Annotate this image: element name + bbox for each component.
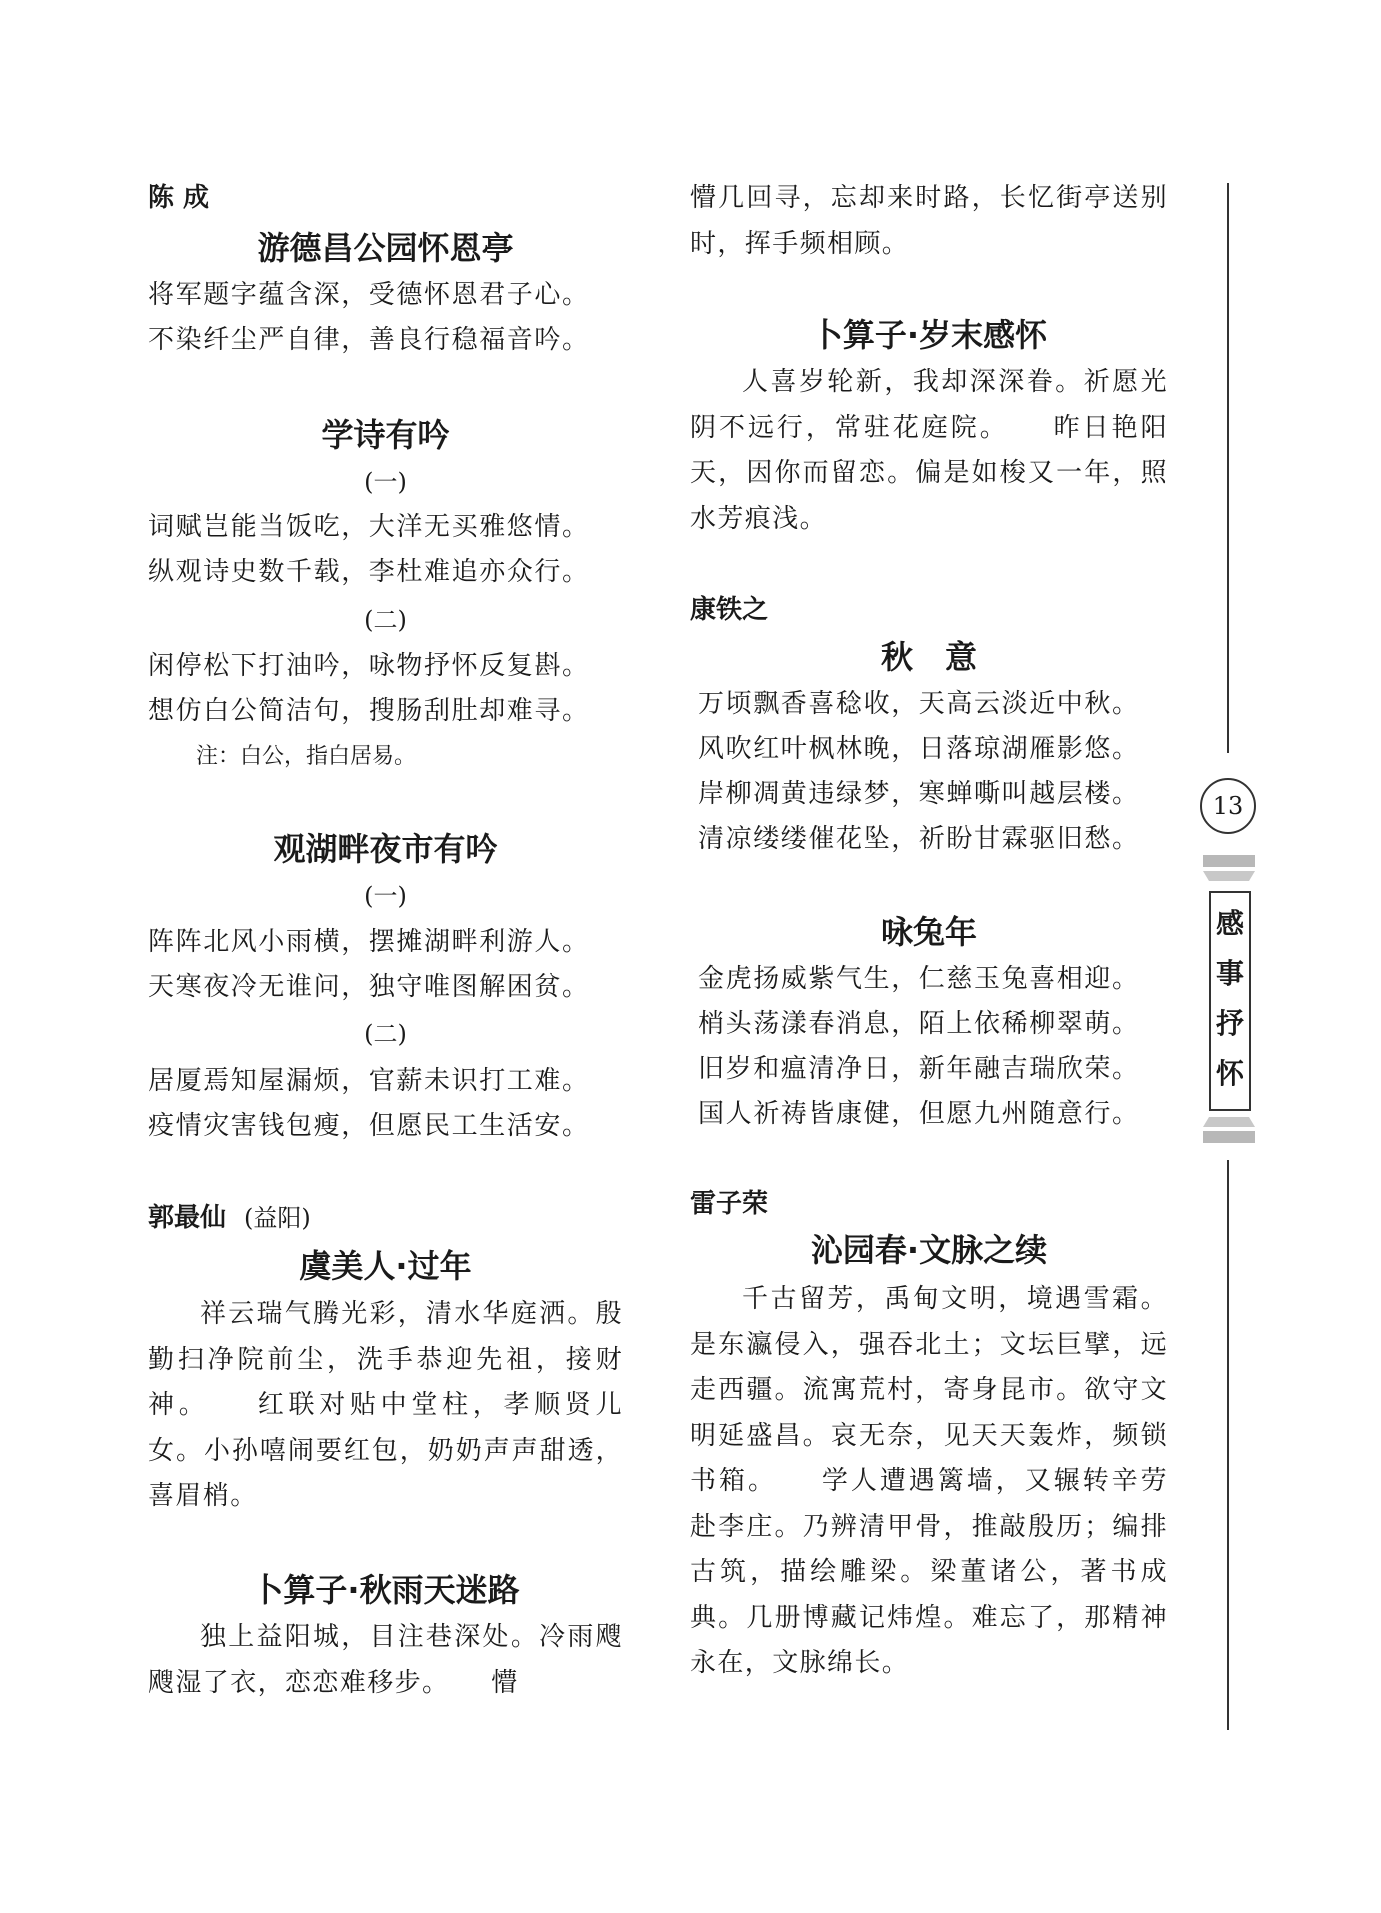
ci-body: 独上益阳城，目注巷深处。冷雨飕飕湿了衣，恋恋难移步。 懵 <box>148 1622 623 1698</box>
page-number: 13 <box>1200 778 1256 834</box>
part-number: (二) <box>364 1020 407 1048</box>
poem-title: 卜算子·岁末感怀 <box>810 316 1048 354</box>
poem-body <box>690 957 1176 1137</box>
tab-frame <box>1209 891 1251 1111</box>
verse-line: 疫情灾害钱包瘦，但愿民工生活安。 <box>148 1111 590 1141</box>
poem-title: 观湖畔夜市有吟 <box>273 830 498 868</box>
margin-rule-top <box>1227 183 1229 753</box>
verse-line: 阵阵北风小雨横，摆摊湖畔利游人。 <box>148 927 590 957</box>
verse-line: 梢头荡漾春消息，陌上依稀柳翠萌。 <box>698 1009 1140 1039</box>
author-name: 郭最仙 <box>148 1203 227 1233</box>
section-tab-char: 抒 <box>1215 1007 1244 1040</box>
part-number: (一) <box>364 882 407 910</box>
poem-body <box>148 920 623 1010</box>
ci-continuation: 懵几回寻，忘却来时路，长忆街亭送别时，挥手频相顾。 <box>690 183 1168 259</box>
verse-line: 闲停松下打油吟，咏物抒怀反复斟。 <box>148 651 590 681</box>
verse-line: 风吹红叶枫林晚，日落琼湖雁影悠。 <box>698 734 1140 764</box>
poem-body <box>148 505 623 595</box>
section-tab-char: 感 <box>1215 907 1244 940</box>
poem-body <box>148 644 623 734</box>
verse-line: 居厦焉知屋漏烦，官薪未识打工难。 <box>148 1066 590 1096</box>
section-tab-char: 事 <box>1215 957 1244 990</box>
verse-line: 万顷飘香喜稔收，天高云淡近中秋。 <box>698 689 1140 719</box>
author-origin: (益阳) <box>244 1204 311 1232</box>
poem-title: 沁园春·文脉之续 <box>810 1231 1048 1269</box>
author-chen-cheng: 陈 成 <box>148 183 210 213</box>
author-lei-zirong: 雷子荣 <box>690 1189 769 1219</box>
poem-body <box>690 682 1176 862</box>
section-tab <box>1203 855 1255 1143</box>
margin-rule-bottom <box>1227 1160 1229 1730</box>
part-number: (一) <box>364 468 407 496</box>
verse-line: 岸柳凋黄违绿梦，寒蝉嘶叫越层楼。 <box>698 779 1140 809</box>
poem-title: 卜算子·秋雨天迷路 <box>251 1571 520 1609</box>
section-tab-char: 怀 <box>1215 1057 1244 1090</box>
poem-title: 游德昌公园怀恩亭 <box>257 229 514 267</box>
author-guo-zuixian <box>148 1201 623 1235</box>
verse-line: 词赋岂能当饭吃，大洋无买雅悠情。 <box>148 512 590 542</box>
chevron-ornament-icon <box>1203 871 1255 881</box>
author-kang-tiezhi: 康铁之 <box>690 595 769 625</box>
verse-line: 不染纤尘严自律，善良行稳福音吟。 <box>148 325 590 355</box>
poem-body <box>148 1059 623 1149</box>
footnote: 注：白公，指白居易。 <box>196 744 417 769</box>
verse-line: 将军题字蕴含深，受德怀恩君子心。 <box>148 280 590 310</box>
tab-band-top <box>1203 855 1255 867</box>
ci-body: 人喜岁轮新，我却深深眷。祈愿光阴不远行，常驻花庭院。 昨日艳阳天，因你而留恋。偏是如梭又一年，照水芳痕浅。 <box>690 367 1168 534</box>
poem-title: 学诗有吟 <box>321 416 450 454</box>
verse-line: 纵观诗史数千载，李杜难追亦众行。 <box>148 557 590 587</box>
poem-title: 虞美人·过年 <box>299 1247 472 1285</box>
chevron-ornament-icon <box>1203 1117 1255 1127</box>
verse-line: 金虎扬威紫气生，仁慈玉兔喜相迎。 <box>698 964 1140 994</box>
verse-line: 国人祈祷皆康健，但愿九州随意行。 <box>698 1099 1140 1129</box>
verse-line: 想仿白公简洁句，搜肠刮肚却难寻。 <box>148 696 590 726</box>
tab-band-bottom <box>1203 1131 1255 1143</box>
ci-body: 千古留芳，禹甸文明，境遇雪霜。是东瀛侵入，强吞北土；文坛巨擘，远走西疆。流寓荒村，寄身昆市。欲守文明延盛昌。哀无奈，见天天轰炸，频锁书箱。 学人遭遇篱墙，又辗转辛劳赴李庄。乃辨清甲骨，推敲殷历；编排古筑，描绘雕梁。梁董诸公，著书成典。几册博藏记炜煌。难忘了，那精神永在，文脉绵长。 <box>690 1284 1168 1678</box>
part-number: (二) <box>364 606 407 634</box>
verse-line: 清凉缕缕催花坠，祈盼甘霖驱旧愁。 <box>698 824 1140 854</box>
verse-line: 天寒夜冷无谁问，独守唯图解困贫。 <box>148 972 590 1002</box>
ci-body: 祥云瑞气腾光彩，清水华庭洒。殷勤扫净院前尘，洗手恭迎先祖，接财神。 红联对贴中堂柱，孝顺贤儿女。小孙嘻闹要红包，奶奶声声甜透，喜眉梢。 <box>148 1299 623 1511</box>
poem-body <box>148 273 623 363</box>
poem-title: 秋 意 <box>880 638 977 676</box>
verse-line: 旧岁和瘟清净日，新年融吉瑞欣荣。 <box>698 1054 1140 1084</box>
poem-title: 咏兔年 <box>880 913 977 951</box>
section-tab-label <box>1211 899 1249 1099</box>
